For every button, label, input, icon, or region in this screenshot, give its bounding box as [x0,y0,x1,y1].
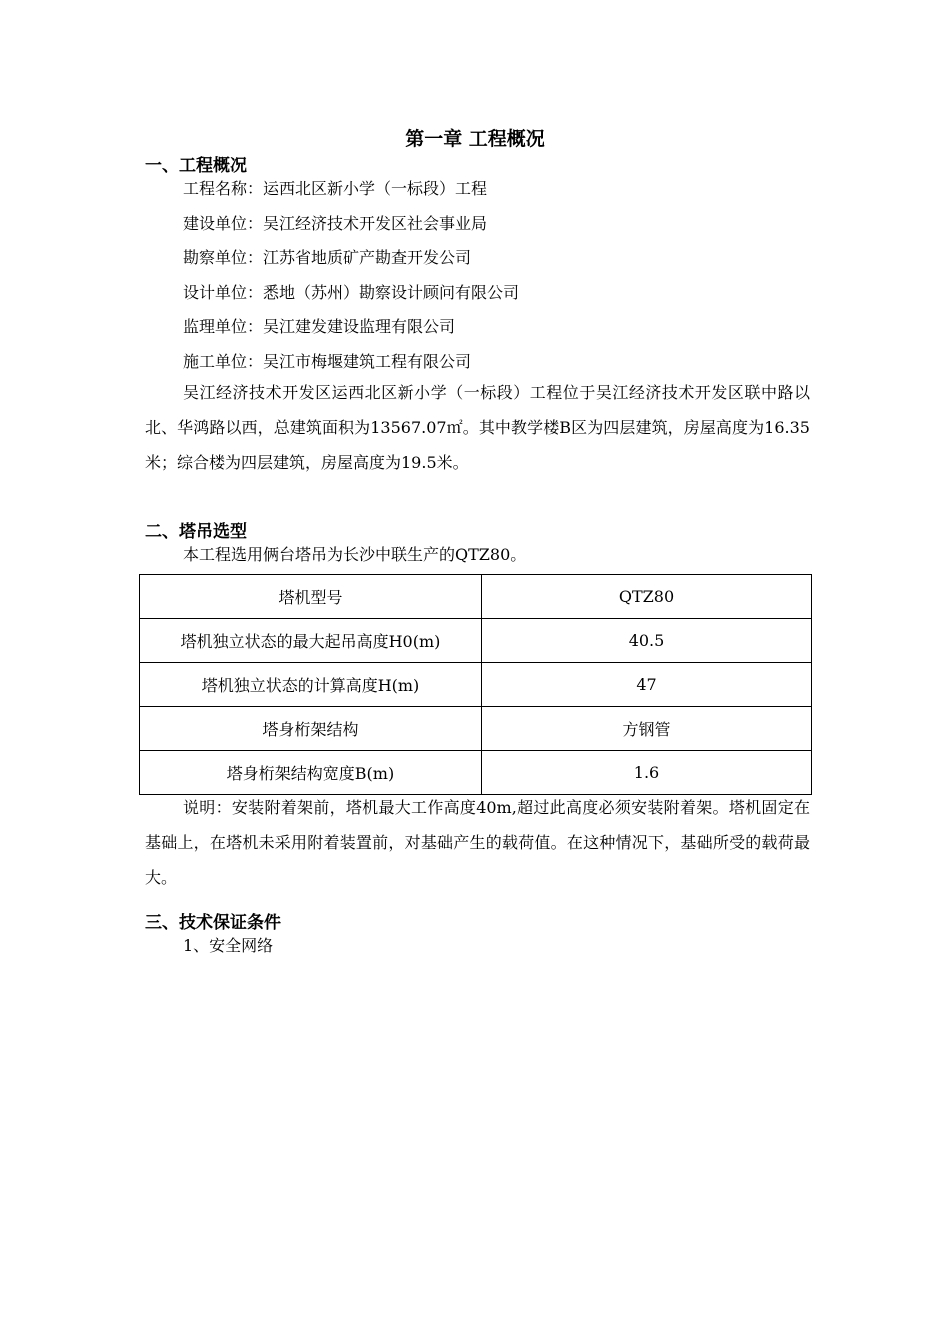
project-name: 工程名称：运西北区新小学（一标段）工程 [183,179,488,198]
table-row [140,707,812,751]
table-row [140,751,812,795]
table-cell-value: 47 [482,663,812,707]
table-cell-key: 塔机独立状态的计算高度H(m) [140,663,482,707]
crane-spec-table [139,574,812,795]
table-row [140,619,812,663]
table-cell-value: 1.6 [482,751,812,795]
safety-network-item: 1、安全网络 [183,936,274,955]
crane-intro: 本工程选用俩台塔吊为长沙中联生产的QTZ80。 [183,545,527,564]
chapter-title: 第一章 工程概况 [405,128,545,150]
supervision-unit: 监理单位：吴江建发建设监理有限公司 [183,317,456,336]
survey-unit: 勘察单位：江苏省地质矿产勘查开发公司 [183,248,472,267]
table-cell-key: 塔机型号 [140,575,482,619]
construction-unit: 施工单位：吴江市梅堰建筑工程有限公司 [183,352,472,371]
table-cell-key: 塔身桁架结构 [140,707,482,751]
design-unit: 设计单位：悉地（苏州）勘察设计顾问有限公司 [183,283,520,302]
table-row [140,663,812,707]
table-cell-value: QTZ80 [482,575,812,619]
section-1-heading: 一、工程概况 [145,156,247,176]
table-cell-key: 塔身桁架结构宽度B(m) [140,751,482,795]
table-cell-value: 方钢管 [482,707,812,751]
section-2-heading: 二、塔吊选型 [145,522,247,542]
table-row [140,575,812,619]
project-description: 吴江经济技术开发区运西北区新小学（一标段）工程位于吴江经济技术开发区联中路以北、华鸿路以西，总建筑面积为13567.07㎡。其中教学楼B区为四层建筑，房屋高度为16.35米；综合楼为四层建筑，房屋高度为19.5米。 [145,383,810,472]
owner-unit: 建设单位：吴江经济技术开发区社会事业局 [183,214,488,233]
crane-note: 说明：安装附着架前，塔机最大工作高度40m,超过此高度必须安装附着架。塔机固定在基础上，在塔机未采用附着装置前，对基础产生的载荷值。在这种情况下，基础所受的载荷最大。 [145,798,810,887]
section-3-heading: 三、技术保证条件 [145,913,281,933]
table-cell-value: 40.5 [482,619,812,663]
table-cell-key: 塔机独立状态的最大起吊高度H0(m) [140,619,482,663]
